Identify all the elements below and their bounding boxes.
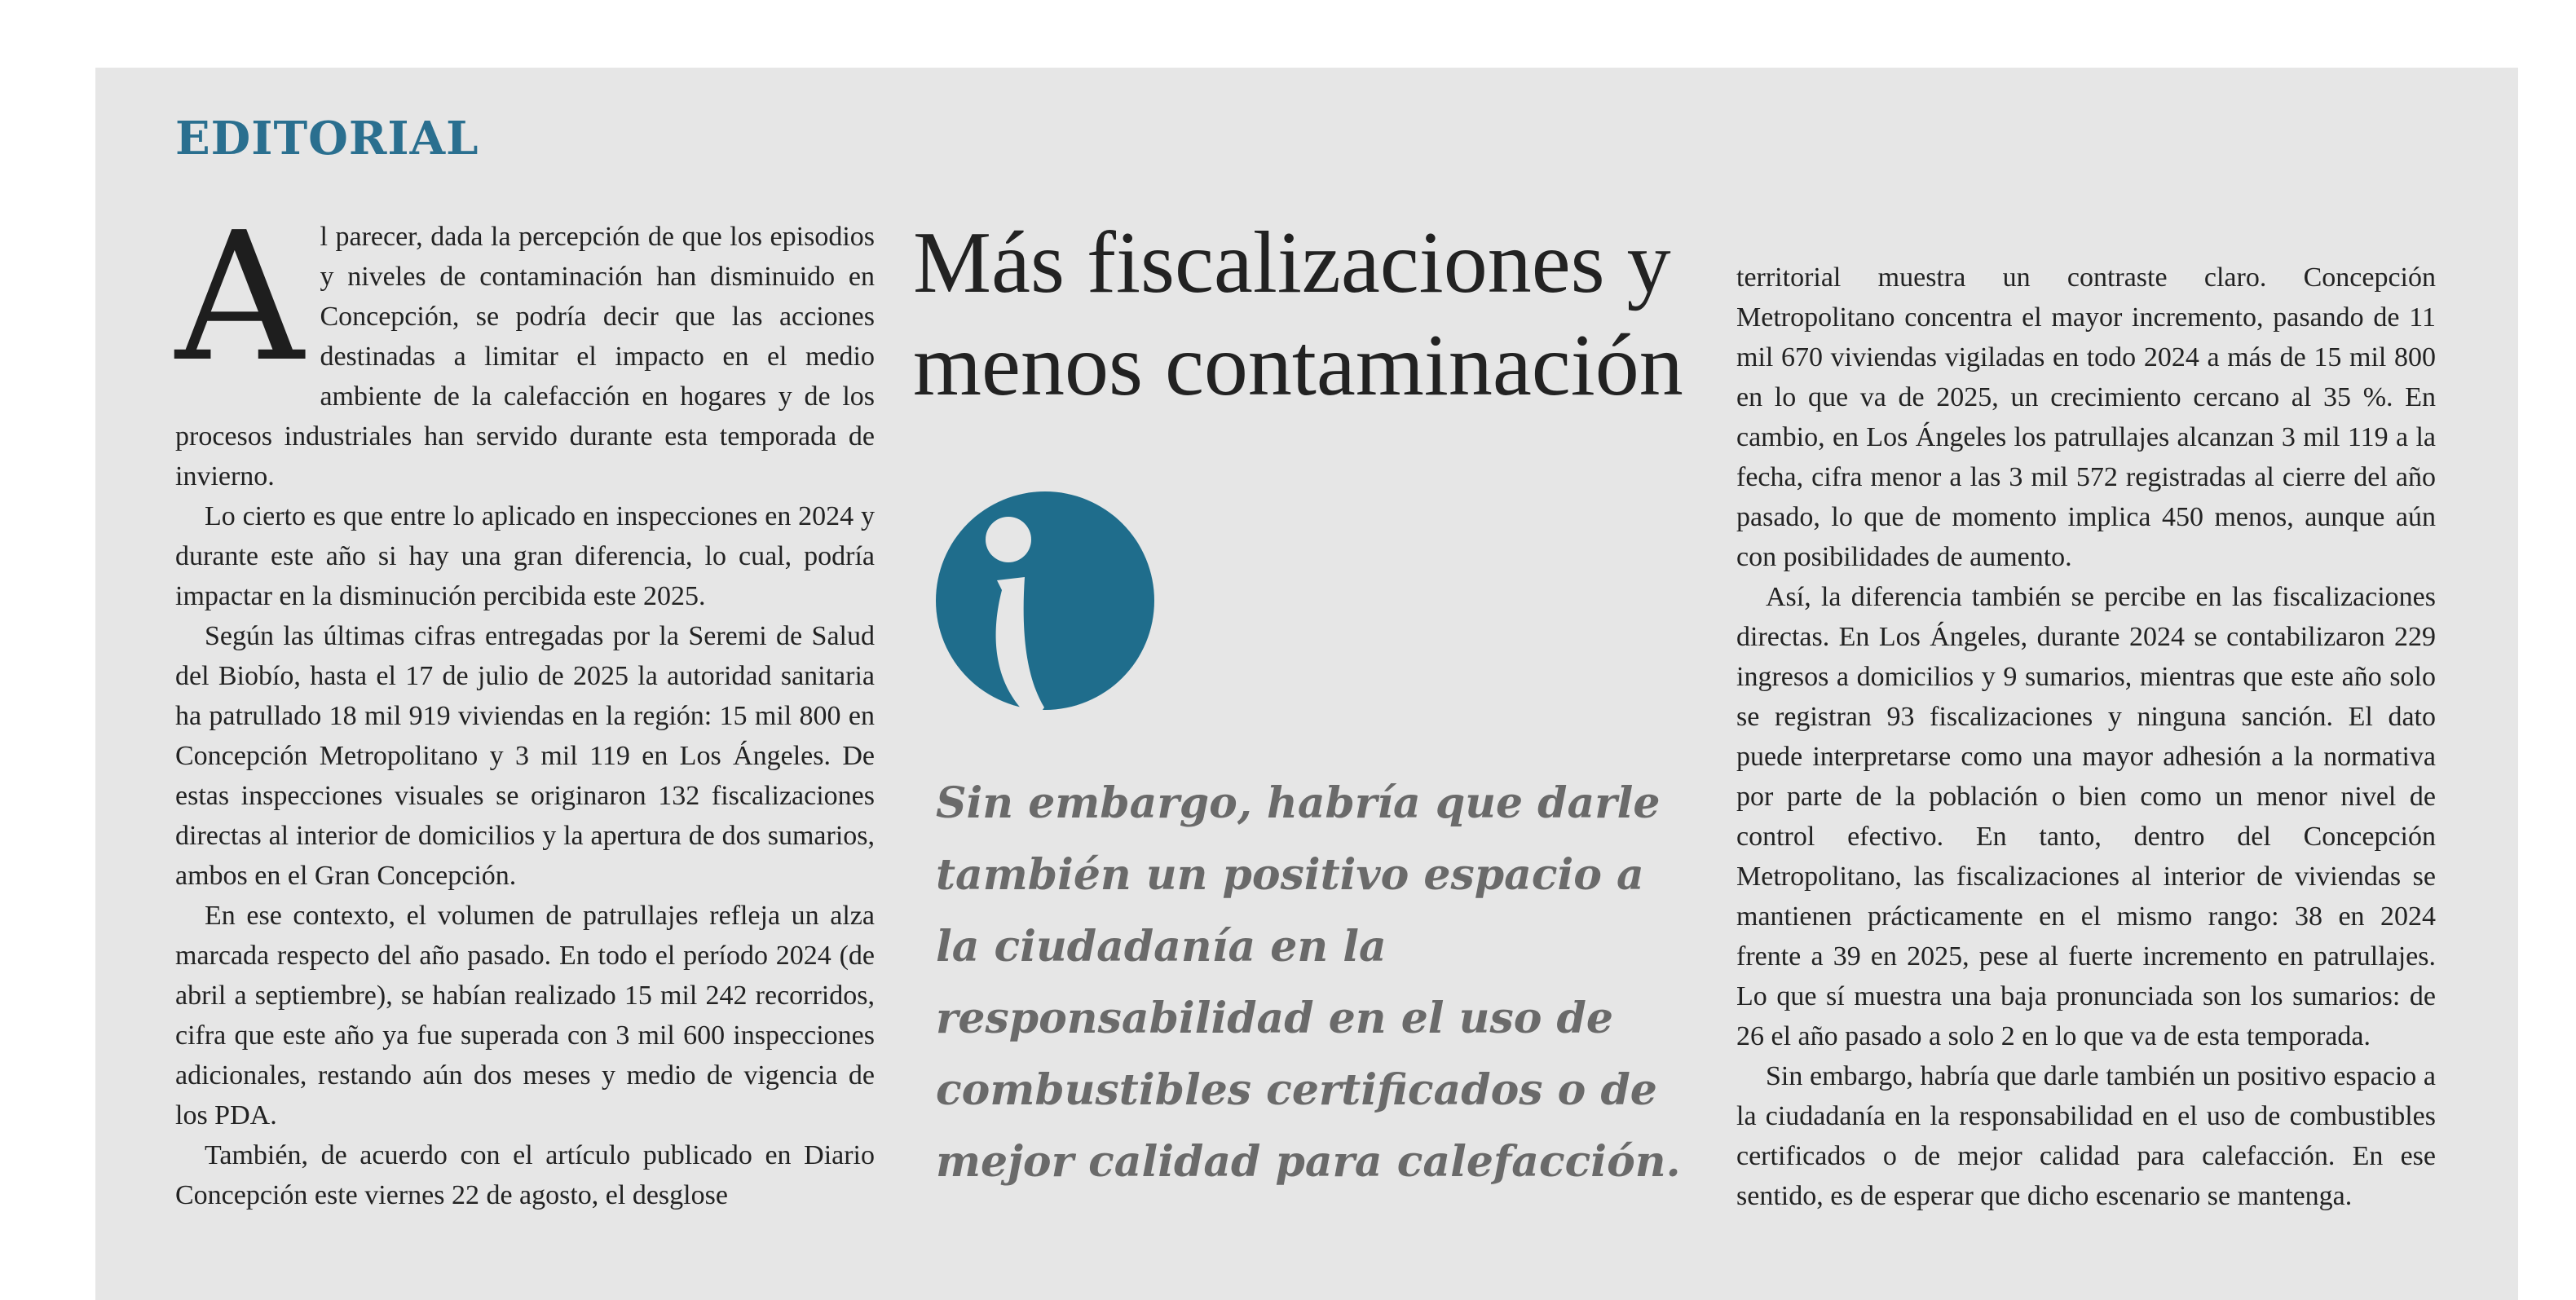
- right-column: [1736, 258, 2436, 1216]
- paragraph: Según las últimas cifras entregadas por la Seremi de Salud del Biobío, hasta el 17 de julio de 2025 la autoridad sanitaria ha patrullado 18 mil 919 viviendas en la región: 15 mil 800 en Concepción Metropolitano y 3 mil 119 en Los Ángeles. De estas inspecciones visuales se originaron 132 fiscalizaciones directas al interior de domicilios y la apertura de dos sumarios, ambos en el Gran Concepción.: [175, 621, 875, 891]
- headline: Más fiscalizaciones y menos contaminación: [913, 214, 1683, 414]
- pull-quote: Sin embargo, habría que darle también un positivo espacio a la ciudadanía en la responsabilidad en el uso de combustibles certificados o de mejor calidad para calefacción.: [936, 778, 1681, 1187]
- drop-cap: A: [175, 195, 304, 401]
- section-label: EDITORIAL: [175, 112, 479, 165]
- info-icon: [933, 489, 1158, 721]
- paragraph: territorial muestra un contraste claro. Concepción Metropolitano concentra el mayor incremento, pasando de 11 mil 670 viviendas vigiladas en todo 2024 a más de 15 mil 800 en lo que va de 2025, un crecimiento cercano al 35 %. En cambio, en Los Ángeles los patrullajes alcanzan 3 mil 119 a la fecha, cifra menor a las 3 mil 572 registradas al cierre del año pasado, lo que de momento implica 450 menos, aunque aún con posibilidades de aumento.: [1736, 262, 2436, 572]
- paragraph: Así, la diferencia también se percibe en las fiscalizaciones directas. En Los Ángeles, durante 2024 se contabilizaron 229 ingresos a domicilios y 9 sumarios, mientras que este año solo se registran 93 fiscalizaciones y ninguna sanción. El dato puede interpretarse como una mayor adhesión a la normativa por parte de la población o bien como un menor nivel de control efectivo. En tanto, dentro del Concepción Metropolitano, las fiscalizaciones al interior de viviendas se mantienen prácticamente en el mismo rango: 38 en 2024 frente a 39 en 2025, pese al fuerte incremento en patrullajes. Lo que sí muestra una baja pronunciada son los sumarios: de 26 el año pasado a solo 2 en lo que va de esta temporada.: [1736, 582, 2436, 1051]
- paragraph: Sin embargo, habría que darle también un positivo espacio a la ciudadanía en la responsabilidad en el uso de combustibles certificados o de mejor calidad para calefacción. En ese sentido, es de esperar que dicho escenario se mantenga.: [1736, 1061, 2436, 1211]
- paragraph: En ese contexto, el volumen de patrullajes refleja un alza marcada respecto del año pasado. En todo el período 2024 (de abril a septiembre), se habían realizado 15 mil 242 recorridos, cifra que este año ya fue superada con 3 mil 600 inspecciones adicionales, restando aún dos meses y medio de vigencia de los PDA.: [175, 901, 875, 1130]
- left-column: [175, 195, 875, 1215]
- paragraph: l parecer, dada la percepción de que los episodios y niveles de contaminación han disminuido en Concepción, se podría decir que las acciones destinadas a limitar el impacto en el medio ambiente de la calefacción en hogares y de los procesos industriales han servido durante esta temporada de invierno.: [175, 222, 875, 491]
- paragraph: También, de acuerdo con el artículo publicado en Diario Concepción este viernes 22 de agosto, el desglose: [175, 1140, 875, 1210]
- paragraph: Lo cierto es que entre lo aplicado en inspecciones en 2024 y durante este año si hay una gran diferencia, lo cual, podría impactar en la disminución percibida este 2025.: [175, 501, 875, 611]
